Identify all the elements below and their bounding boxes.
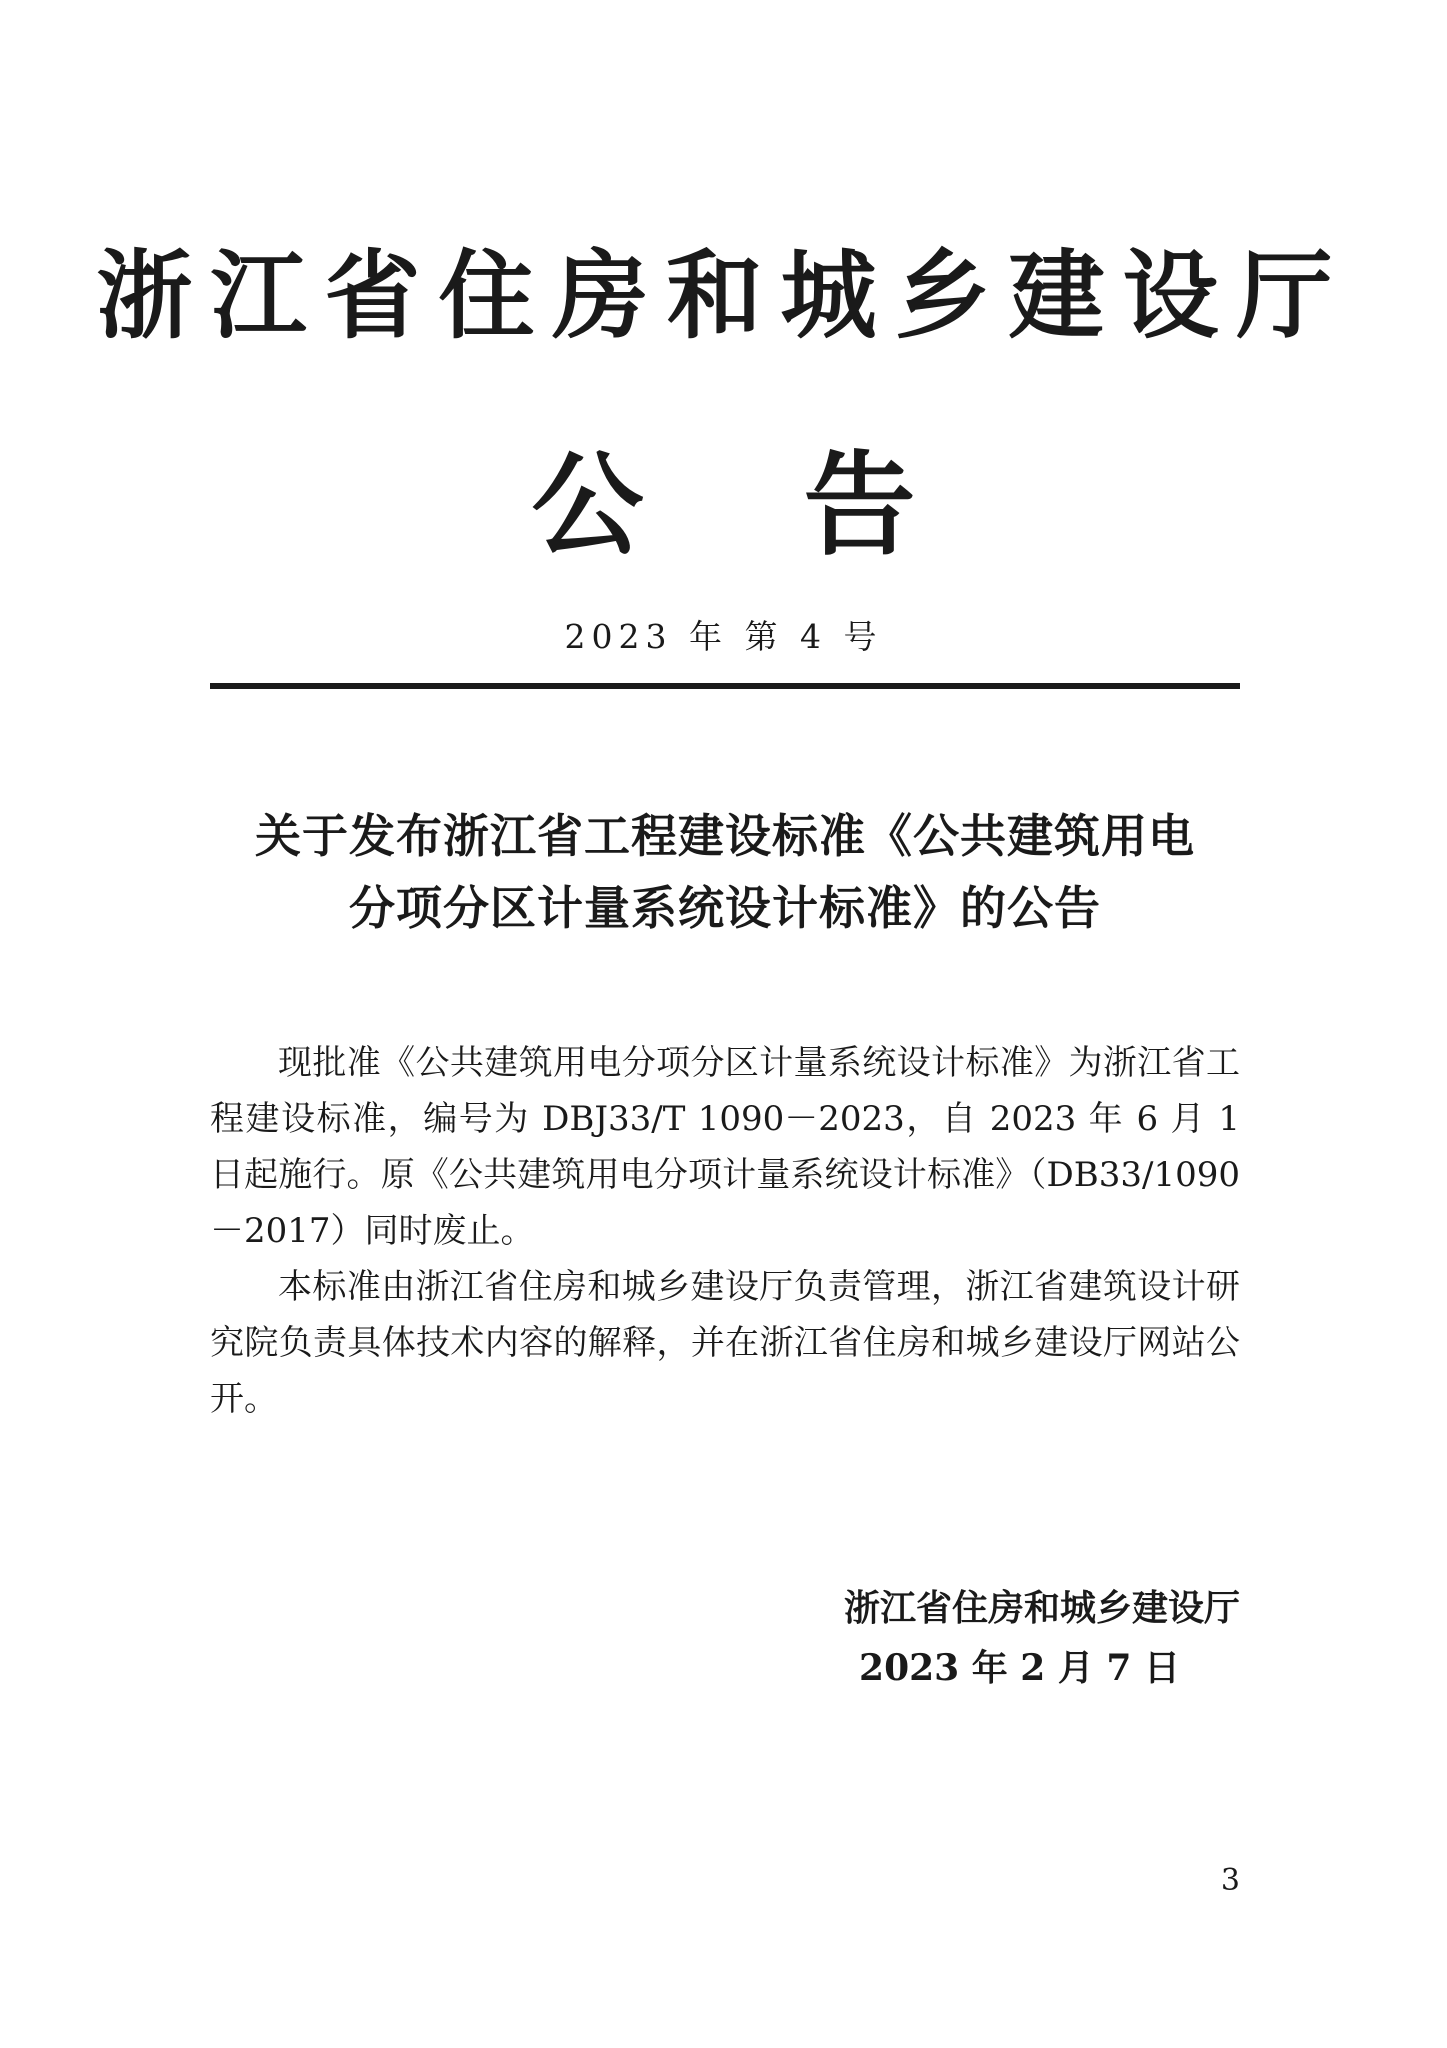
- issue-number: 2023 年 第 4 号: [564, 617, 883, 656]
- body-paragraph-1: 现批准《公共建筑用电分项分区计量系统设计标准》为浙江省工程建设标准，编号为 DBJ33/T 1090－2023，自 2023 年 6 月 1 日起施行。原《公共建筑用电分项计量系统设计标准》（DB33/1090－2017）同时废止。: [210, 1043, 1240, 1251]
- notice-subject-line-2: 分项分区计量系统设计标准》的公告: [349, 881, 1101, 935]
- notice-subject-line-1: 关于发布浙江省工程建设标准《公共建筑用电: [255, 809, 1195, 863]
- signature-issuer: 浙江省住房和城乡建设厅: [843, 1587, 1240, 1629]
- document-type-title: 公告: [531, 440, 1076, 571]
- signature-date: 2023 年 2 月 7 日: [859, 1647, 1180, 1689]
- body-paragraph-2: 本标准由浙江省住房和城乡建设厅负责管理，浙江省建筑设计研究院负责具体技术内容的解释，并在浙江省住房和城乡建设厅网站公开。: [210, 1267, 1240, 1419]
- notice-subject: [210, 800, 1240, 944]
- notice-body: [210, 1035, 1240, 1427]
- issuing-organization-title: 浙江省住房和城乡建设厅: [96, 239, 1351, 352]
- signature-block: [700, 1578, 1240, 1698]
- page-number: 3: [1220, 1863, 1240, 1898]
- header-divider: [210, 683, 1240, 689]
